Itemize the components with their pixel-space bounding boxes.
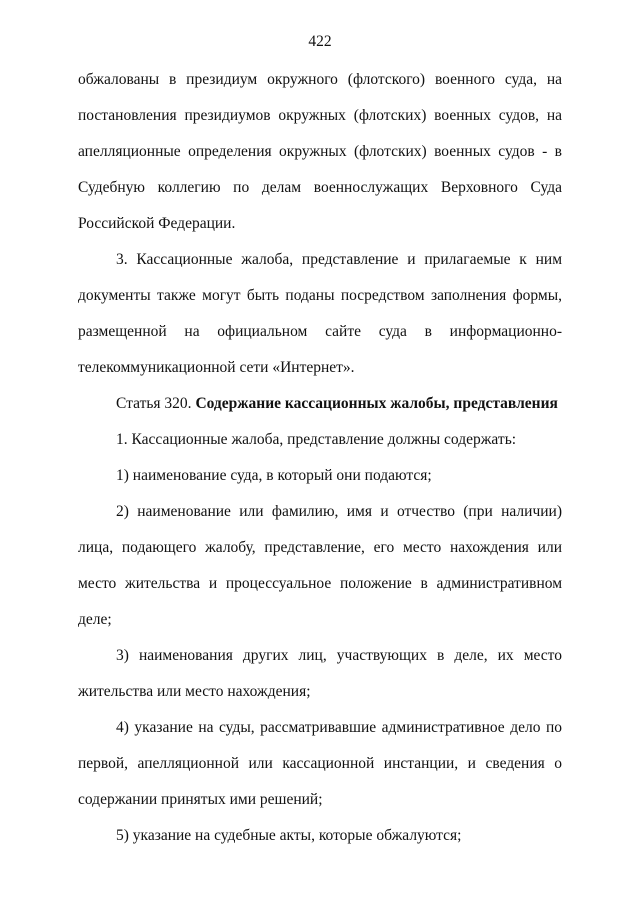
list-item-1: 1) наименование суда, в который они подаются; bbox=[116, 467, 432, 484]
article-number: Статья 320. bbox=[116, 395, 196, 412]
list-item-2: 2) наименование или фамилию, имя и отчество (при наличии) лица, подающего жалобу, представление, его место нахождения или место жительства и процессуальное положение в административном деле; bbox=[78, 503, 562, 628]
list-item-4: 4) указание на суды, рассматривавшие административное дело по первой, апелляционной или кассационной инстанции, и сведения о содержании принятых ими решений; bbox=[78, 719, 562, 808]
article-title: Содержание кассационных жалобы, представления bbox=[195, 395, 558, 412]
list-item-3: 3) наименования других лиц, участвующих в деле, их место жительства или место нахождения; bbox=[78, 647, 562, 700]
paragraph-item-3: 3. Кассационные жалоба, представление и прилагаемые к ним документы также могут быть поданы посредством заполнения формы, размещенной на официальном сайте суда в информационно-телекоммуникационной сети «Интернет». bbox=[78, 251, 562, 376]
article-heading bbox=[78, 386, 562, 422]
list-item-5: 5) указание на судебные акты, которые обжалуются; bbox=[116, 827, 462, 844]
page-number: 422 bbox=[308, 33, 332, 50]
paragraph-continuation: обжалованы в президиум окружного (флотского) военного суда, на постановления президиумов окружных (флотских) военных судов, на апелляционные определения окружных (флотских) военных судов - в Судебную коллегию по делам военнослужащих Верховного Суда Российской Федерации. bbox=[78, 71, 562, 232]
paragraph-clause-1: 1. Кассационные жалоба, представление должны содержать: bbox=[116, 431, 517, 448]
document-body bbox=[78, 62, 562, 854]
